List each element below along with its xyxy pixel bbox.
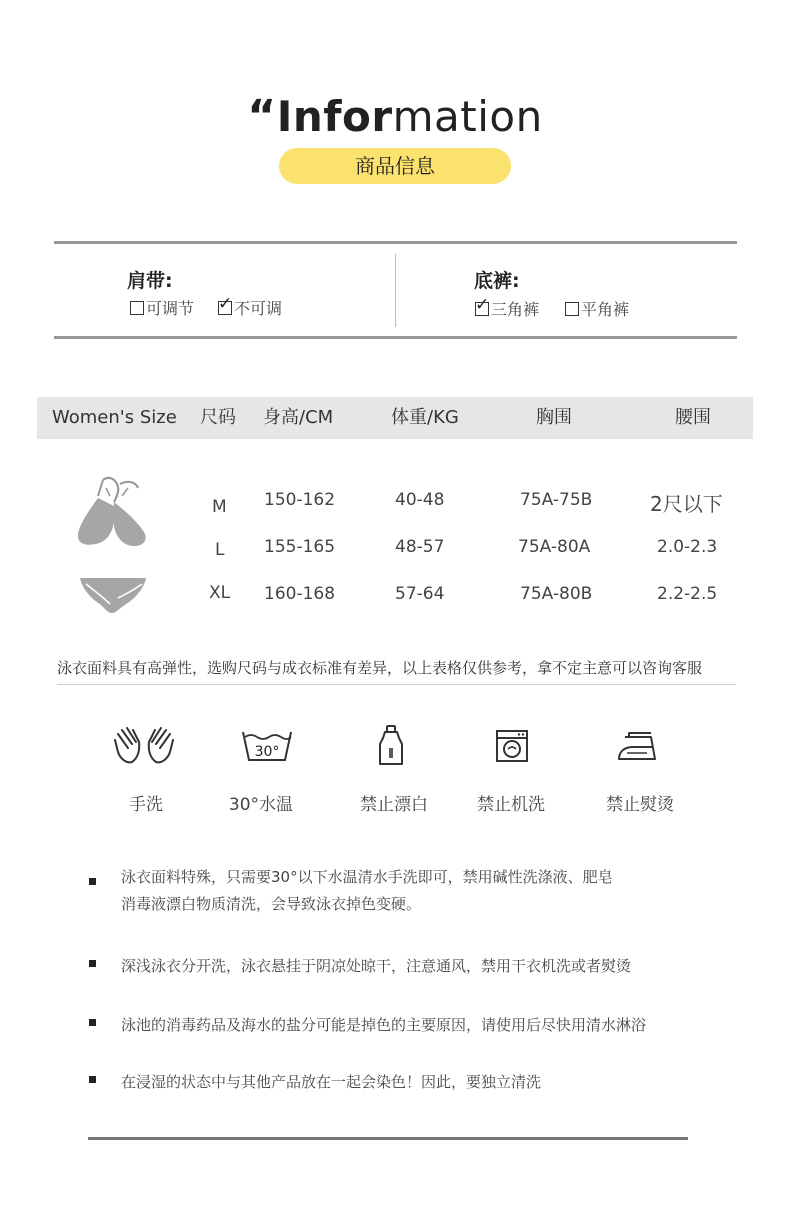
option-label: 不可调 bbox=[234, 299, 283, 318]
tip-1-line-2: 消毒液漂白物质清洗，会导致泳衣掉色变硬。 bbox=[121, 895, 422, 913]
strap-title: 肩带: bbox=[127, 270, 173, 292]
checkbox-icon bbox=[130, 301, 144, 315]
no-bleach-icon bbox=[376, 724, 406, 768]
tip-2: 深浅泳衣分开洗，泳衣悬挂于阴凉处晾干，注意通风，禁用干衣机洗或者熨烫 bbox=[121, 957, 632, 975]
bullet-icon bbox=[89, 960, 96, 967]
bullet-icon bbox=[89, 1019, 96, 1026]
row-xl-bust: 75A-80B bbox=[520, 584, 593, 604]
title-light: mation bbox=[392, 92, 543, 141]
title-bold: Infor bbox=[276, 92, 393, 141]
row-m-bust: 75A-75B bbox=[520, 490, 593, 510]
col-size: 尺码 bbox=[200, 407, 236, 428]
checked-checkbox-icon bbox=[218, 301, 232, 315]
bullet-icon bbox=[89, 878, 96, 885]
col-women-size: Women's Size bbox=[52, 407, 177, 428]
no-iron-icon bbox=[617, 731, 661, 763]
note-divider bbox=[57, 684, 736, 685]
bottom-option-triangle bbox=[475, 297, 539, 320]
col-weight: 体重/KG bbox=[391, 407, 459, 428]
bikini-top-icon bbox=[78, 478, 146, 546]
row-l-bust: 75A-80A bbox=[518, 537, 591, 557]
wash-30-icon bbox=[241, 728, 293, 764]
quote-mark: “ bbox=[247, 91, 277, 142]
care-label-no-machine-wash: 禁止机洗 bbox=[477, 795, 545, 815]
option-label: 三角裤 bbox=[491, 300, 540, 319]
checked-checkbox-icon bbox=[475, 302, 489, 316]
divider-bottom bbox=[54, 336, 737, 339]
tip-4: 在浸湿的状态中与其他产品放在一起会染色！因此，要独立清洗 bbox=[121, 1073, 542, 1091]
bullet-icon bbox=[89, 1076, 96, 1083]
row-xl-size: XL bbox=[209, 583, 231, 603]
col-waist: 腰围 bbox=[675, 407, 711, 428]
care-label-no-bleach: 禁止漂白 bbox=[360, 795, 428, 815]
no-machine-wash-icon bbox=[494, 728, 530, 764]
strap-option-adjustable bbox=[130, 296, 194, 319]
row-xl-height: 160-168 bbox=[264, 584, 336, 604]
col-height: 身高/CM bbox=[263, 407, 334, 428]
option-label: 可调节 bbox=[146, 299, 195, 318]
bottom-option-boxer bbox=[565, 297, 629, 320]
divider-top bbox=[54, 241, 737, 244]
row-m-height: 150-162 bbox=[264, 490, 336, 510]
bottom-title: 底裤: bbox=[474, 270, 520, 292]
row-l-height: 155-165 bbox=[264, 537, 336, 557]
row-l-size: L bbox=[215, 540, 225, 560]
wash-temp-text: 30° bbox=[254, 744, 280, 760]
tip-1-line-1: 泳衣面料特殊，只需要30°以下水温清水手洗即可，禁用碱性洗涤液、肥皂 bbox=[121, 868, 613, 886]
care-label-no-iron: 禁止熨烫 bbox=[606, 795, 674, 815]
row-m-size: M bbox=[212, 497, 227, 517]
row-xl-waist: 2.2-2.5 bbox=[657, 584, 718, 604]
page-title bbox=[0, 92, 790, 142]
row-xl-weight: 57-64 bbox=[395, 584, 445, 604]
hand-wash-icon bbox=[112, 724, 176, 768]
row-l-weight: 48-57 bbox=[395, 537, 445, 557]
footer-divider bbox=[88, 1137, 688, 1140]
size-note: 泳衣面料具有高弹性，选购尺码与成衣标准有差异，以上表格仅供参考，拿不定主意可以咨询客服 bbox=[57, 659, 703, 677]
checkbox-icon bbox=[565, 302, 579, 316]
row-m-weight: 40-48 bbox=[395, 490, 445, 510]
option-label: 平角裤 bbox=[581, 300, 630, 319]
strap-option-fixed bbox=[218, 296, 282, 319]
divider-vertical bbox=[395, 254, 396, 327]
row-m-waist: 2尺以下 bbox=[650, 492, 723, 516]
bikini-bottom-icon bbox=[80, 578, 146, 613]
tip-3: 泳池的消毒药品及海水的盐分可能是掉色的主要原因，请使用后尽快用清水淋浴 bbox=[121, 1016, 647, 1034]
row-l-waist: 2.0-2.3 bbox=[657, 537, 718, 557]
bikini-illustration bbox=[70, 474, 160, 622]
care-label-water-temp: 30°水温 bbox=[228, 795, 294, 815]
subtitle-pill: 商品信息 bbox=[279, 148, 511, 184]
care-label-hand-wash: 手洗 bbox=[129, 795, 163, 815]
col-bust: 胸围 bbox=[536, 407, 572, 428]
